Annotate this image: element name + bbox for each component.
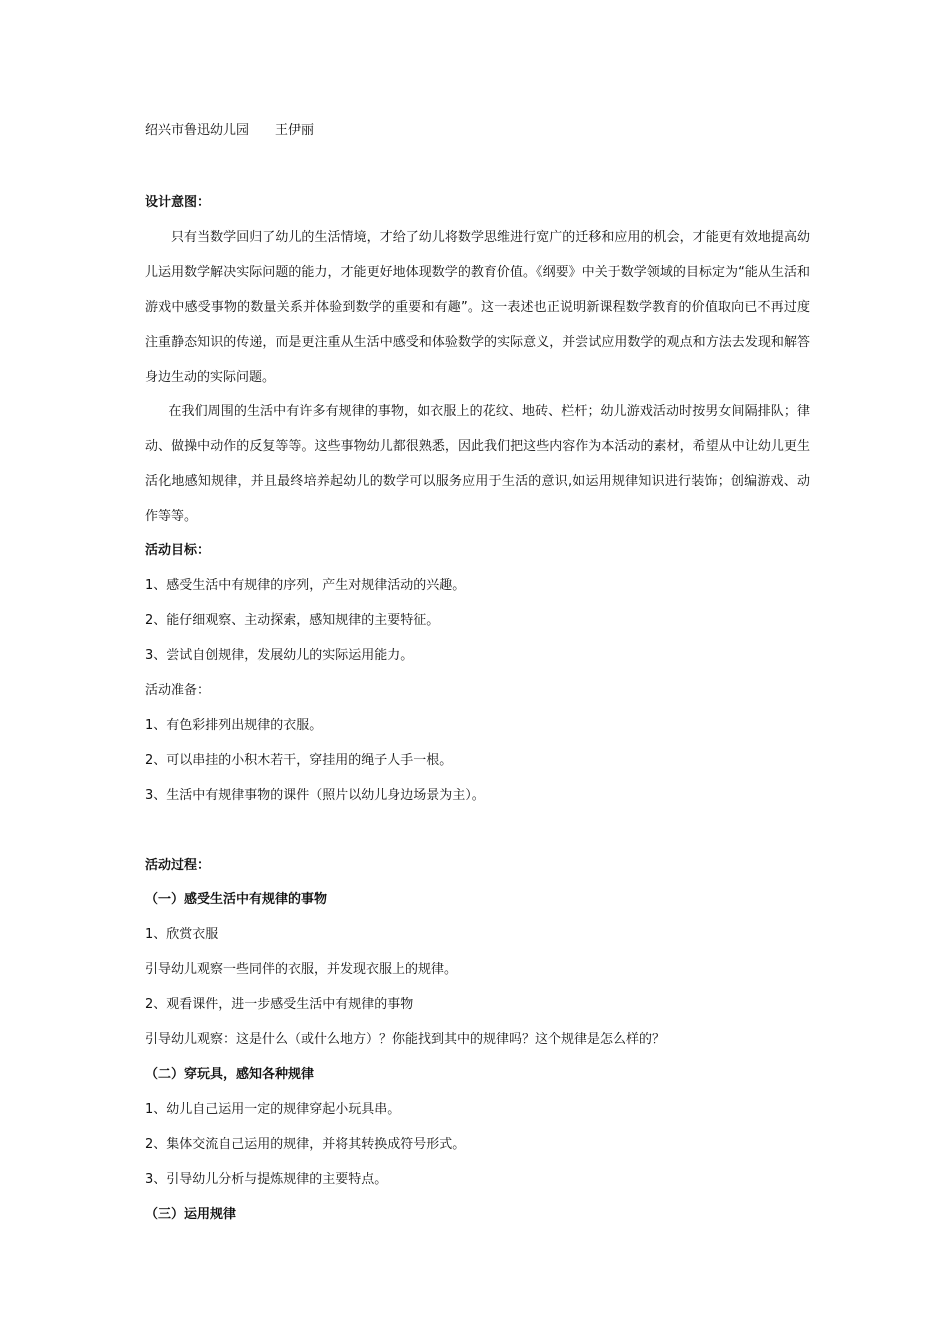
goals-heading: 活动目标： bbox=[145, 543, 211, 558]
process-line: 1、幼儿自己运用一定的规律穿起小玩具串。 bbox=[145, 1102, 401, 1117]
process-heading: 活动过程： bbox=[145, 858, 211, 873]
design-heading: 设计意图： bbox=[145, 195, 211, 210]
prep-item: 2、可以串挂的小积木若干，穿挂用的绳子人手一根。 bbox=[145, 753, 453, 768]
process-line: 2、集体交流自己运用的规律，并将其转换成符号形式。 bbox=[145, 1137, 466, 1152]
prep-heading: 活动准备： bbox=[145, 683, 211, 698]
design-paragraph-1: 只有当数学回归了幼儿的生活情境，才给了幼儿将数学思维进行宽广的迁移和应用的机会，才能更有效地提高幼儿运用数学解决实际问题的能力，才能更好地体现数学的教育价值。《纲要》中关于数学领域的目标定为“能从生活和游戏中感受事物的数量关系并体验到数学的重要和有趣”。这一表述也正说明新课程数学教育的价值取向已不再过度注重静态知识的传递，而是更注重从生活中感受和体验数学的实际意义，并尝试应用数学的观点和方法去发现和解答身边生动的实际问题。 bbox=[145, 230, 810, 385]
goal-item: 2、能仔细观察、主动探索，感知规律的主要特征。 bbox=[145, 613, 440, 628]
process-line: 2、观看课件，进一步感受生活中有规律的事物 bbox=[145, 997, 414, 1012]
process-line: 引导幼儿观察一些同伴的衣服，并发现衣服上的规律。 bbox=[145, 962, 458, 977]
process-section-2-title: （二）穿玩具，感知各种规律 bbox=[145, 1067, 315, 1082]
school-name: 绍兴市鲁迅幼儿园 bbox=[145, 123, 250, 138]
prep-item: 1、有色彩排列出规律的衣服。 bbox=[145, 718, 323, 733]
process-line: 3、引导幼儿分析与提炼规律的主要特点。 bbox=[145, 1172, 388, 1187]
goal-item: 3、尝试自创规律，发展幼儿的实际运用能力。 bbox=[145, 648, 414, 663]
header-line bbox=[145, 121, 314, 141]
goal-item: 1、感受生活中有规律的序列，产生对规律活动的兴趣。 bbox=[145, 578, 466, 593]
prep-item: 3、生活中有规律事物的课件（照片以幼儿身边场景为主）。 bbox=[145, 788, 485, 803]
process-line: 引导幼儿观察：这是什么（或什么地方）？你能找到其中的规律吗？这个规律是怎么样的？ bbox=[145, 1032, 666, 1047]
author-name: 王伊丽 bbox=[275, 123, 315, 138]
process-line: 1、欣赏衣服 bbox=[145, 927, 219, 942]
design-paragraph-2: 在我们周围的生活中有许多有规律的事物，如衣服上的花纹、地砖、栏杆；幼儿游戏活动时按男女间隔排队；律动、做操中动作的反复等等。这些事物幼儿都很熟悉，因此我们把这些内容作为本活动的素材，希望从中让幼儿更生活化地感知规律，并且最终培养起幼儿的数学可以服务应用于生活的意识,如运用规律知识进行装饰；创编游戏、动作等等。 bbox=[145, 404, 810, 524]
process-section-3-title: （三）运用规律 bbox=[145, 1207, 237, 1222]
process-section-1-title: （一）感受生活中有规律的事物 bbox=[145, 892, 328, 907]
